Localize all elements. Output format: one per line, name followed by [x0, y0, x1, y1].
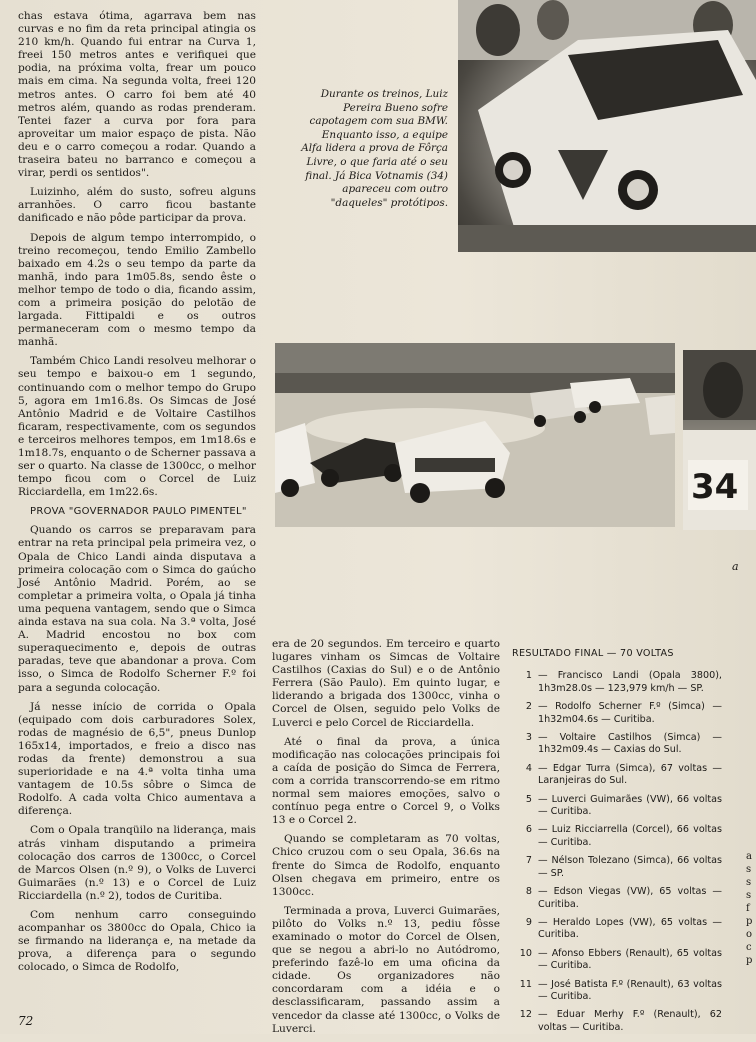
race-photo-art: [275, 343, 675, 527]
result-position: 4: [525, 762, 532, 774]
paragraph: chas estava ótima, agarrava bem nas curvas e no fim da reta principal atingia os 210 km/h. Quando fui entrar na Curva 1, freei 150 metros antes e verifiquei que podia, na próxima volta, frear um pouco mais em cima. Na segunda volta, freei 120 metros antes. O carro foi bem até 40 metros além, quando as rodas prenderam. Tentei fazer a curva por fora para aproveitar um maior espaço de pista. Não deu e o carro começou a rodar. Quando a traseira bateu no barranco e começou a virar, perdi os sentidos".: [18, 10, 256, 180]
result-text: — Heraldo Lopes (VW), 65 voltas — Curitiba.: [538, 916, 722, 941]
side-letter: a: [732, 560, 739, 573]
crash-photo-art: [458, 0, 756, 252]
paragraph: Luizinho, além do susto, sofreu alguns arranhões. O carro ficou bastante danificado e não pôde participar da prova.: [18, 186, 256, 225]
article-column-2: [272, 638, 500, 1042]
result-row: [512, 732, 722, 757]
result-position: 2: [525, 701, 532, 713]
result-text: — Afonso Ebbers (Renault), 65 voltas — Curitiba.: [538, 947, 722, 972]
result-row: [512, 670, 722, 695]
paragraph: Quando os carros se preparavam para entrar na reta principal pela primeira vez, o Opala de Chico Landi ainda disputava a primeira colocação com o Simca do gaúcho José Antônio Madrid. Porém, ao se completar a primeira volta, o Opala já tinha uma pequena vantagem, sendo que o Simca ainda estava na sua cola. Na 3.ª volta, José A. Madrid encostou no box com superaquecimento e, depois de outras paradas, teve que abandonar a prova. Com isso, o Simca de Rodolfo Scherner F.º foi para a segunda colocação.: [18, 524, 256, 694]
result-row: [512, 1009, 722, 1034]
crash-photo: [458, 0, 756, 252]
result-position: 8: [525, 886, 532, 898]
paragraph: Até o final da prova, a única modificação nas colocações principais foi a caída de posição do Simca de Ferrera, com a corrida transcorrendo-se em ritmo normal sem maiores emoções, salvo o contínuo pega entre o Corcel 9, o Volks 13 e o Corcel 2.: [272, 735, 500, 827]
result-text: — Voltaire Castilhos (Simca) — 1h32m09.4s — Caxias do Sul.: [538, 732, 722, 756]
partial-car-photo: [683, 350, 756, 530]
section-heading: PROVA "GOVERNADOR PAULO PIMENTEL": [30, 506, 247, 518]
paragraph: Já nesse início de corrida o Opala (equipado com dois carburadores Solex, rodas de magnésio de 6,5", pneus Dunlop 165x14, importados, e freio a disco nas rodas da frente) demonstrou a sua superioridade e na 4.ª volta tinha uma vantagem de 10.5s sôbre o Simca de Rodolfo. A cada volta Chico aumentava a diferença.: [18, 700, 256, 818]
result-text: — Eduar Merhy F.º (Renault), 62 voltas — Curitiba.: [538, 1009, 722, 1033]
paragraph: Quando se completaram as 70 voltas, Chico cruzou com o seu Opala, 36.6s na frente do Simca de Rodolfo, enquanto Olsen chegava em primeiro, entre os 1300cc.: [272, 833, 500, 898]
result-position: 6: [525, 824, 532, 836]
car-number: 34: [691, 467, 739, 507]
results-table: [512, 648, 722, 1040]
result-row: [512, 701, 722, 726]
paragraph: era de 20 segundos. Em terceiro e quarto lugares vinham os Simcas de Voltaire Castilhos (Caxias do Sul) e o de Antônio Ferrera (São Paulo). Em quinto lugar, e liderando a brigada dos 1300cc, vinha o Corcel de Olsen, seguido pelo Volks de Luverci e pelo Corcel de Ricciardella.: [272, 638, 500, 729]
result-text: — Edgar Turra (Simca), 67 voltas — Laranjeiras do Sul.: [538, 762, 722, 787]
result-position: 10: [519, 947, 532, 959]
results-heading: RESULTADO FINAL — 70 VOLTAS: [512, 648, 674, 659]
result-text: — Edson Viegas (VW), 65 voltas — Curitiba.: [538, 886, 722, 910]
result-position: 9: [525, 916, 532, 928]
result-text: — Rodolfo Scherner F.º (Simca) — 1h32m04.6s — Curitiba.: [538, 701, 722, 725]
results-list: [512, 670, 722, 1034]
result-position: 5: [525, 793, 532, 805]
paragraph: Com nenhum carro conseguindo acompanhar os 3800cc do Opala, Chico ia se firmando na liderança e, na metade da prova, a diferença para o segundo colocado, o Simca de Rodolfo,: [18, 909, 256, 974]
side-letters: a s s s f p o c p: [746, 851, 753, 966]
result-text: — Luiz Ricciarrella (Corcel), 66 voltas — Curitiba.: [538, 824, 722, 848]
paragraph: Também Chico Landi resolveu melhorar o seu tempo e baixou-o em 1 segundo, continuando com o melhor tempo do Grupo 5, agora em 1m16.8s. Os Simcas de José Antônio Madrid e de Voltaire Castilhos ficaram, respectivamente, com os segundos e terceiros melhores tempos, em 1m18.6s e 1m18.7s, enquanto o de Scherner passava a ser o quarto. Na classe de 1300cc, o melhor tempo ficou com o Corcel de Luiz Ricciardella, em 1m22.6s.: [18, 355, 256, 499]
result-row: [512, 855, 722, 880]
partial-car-photo-art: [683, 350, 756, 530]
result-position: 12: [519, 1009, 532, 1021]
race-photo: [275, 343, 675, 527]
result-position: 7: [525, 855, 532, 867]
paragraph: Terminada a prova, Luverci Guimarães, pilôto do Volks n.º 13, pediu fôsse examinado o motor do Corcel de Olsen, que se negou a abri-lo no Autódromo, preferindo fazê-lo em uma oficina da cidade. Os organizadores não concordaram com a idéia e o desclassificaram, passando assim a vencedor da classe até 1300cc, o Volks de Luverci.: [272, 904, 500, 1035]
page-number: 72: [18, 1014, 34, 1028]
result-row: [512, 948, 722, 973]
result-row: [512, 763, 722, 788]
result-row: [512, 917, 722, 942]
result-text: — Luverci Guimarães (VW), 66 voltas — Curitiba.: [538, 793, 722, 818]
paragraph: Com o Opala tranqüilo na liderança, mais atrás vinham disputando a primeira colocação dos carros de 1300cc, o Corcel de Marcos Olsen (n.º 9), o Volks de Luverci Guimarães (n.º 13) e o Corcel de Luiz Ricciardella (n.º 2), todos de Curitiba.: [18, 824, 256, 902]
result-text: — José Batista F.º (Renault), 63 voltas — Curitiba.: [538, 978, 722, 1002]
result-row: [512, 979, 722, 1004]
result-row: [512, 886, 722, 911]
result-text: — Francisco Landi (Opala 3800), 1h3m28.0s — 123,979 km/h — SP.: [538, 670, 722, 694]
result-row: [512, 794, 722, 819]
article-column-1: [18, 10, 256, 980]
result-text: — Nélson Tolezano (Simca), 66 voltas — SP.: [538, 855, 722, 879]
paragraph: Depois de algum tempo interrompido, o treino recomeçou, tendo Emilio Zambello baixado em 4.2s o seu tempo da parte da manhã, indo para 1m05.8s, sendo êste o melhor tempo de todo o dia, ficando assim, com a primeira posição do pelotão de largada. Fittipaldi e os outros permaneceram com o mesmo tempo da manhã.: [18, 231, 256, 349]
result-row: [512, 824, 722, 849]
photo-caption: Durante os treinos, Luiz Pereira Bueno sofre capotagem com sua BMW. Enquanto isso, a equipe Alfa lidera a prova de Fôrça Livre, o que faria até o seu final. Já Bica Votnamis (34) apareceu com outro "daqueles" protótipos.: [301, 88, 448, 209]
result-position: 11: [519, 978, 532, 990]
result-position: 1: [525, 670, 532, 682]
result-position: 3: [525, 732, 532, 744]
